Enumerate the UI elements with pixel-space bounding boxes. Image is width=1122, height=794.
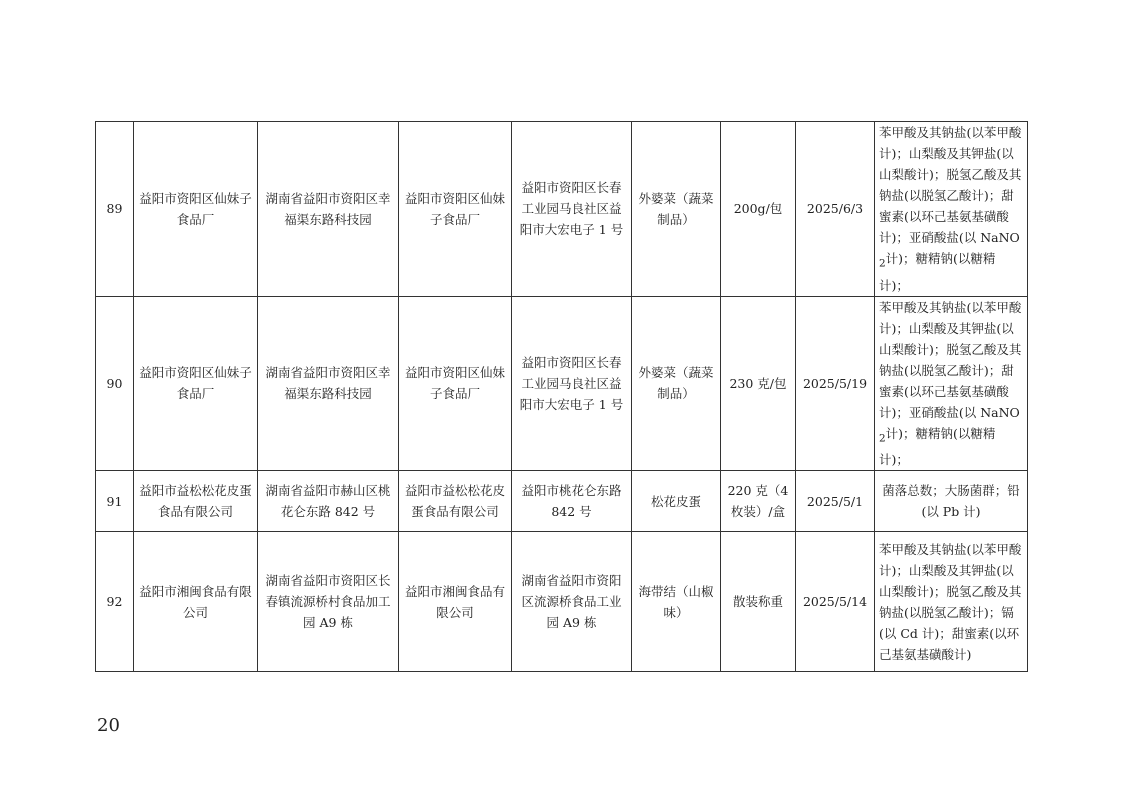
production-date: 2025/5/14: [796, 532, 875, 672]
items-text-tail: 计)；糖精钠(以糖精计)；: [879, 251, 996, 293]
producer-address: 湖南省益阳市资阳区长春镇流源桥村食品加工园 A9 栋: [258, 532, 399, 672]
seller-name: 益阳市益松松花皮蛋食品有限公司: [399, 471, 512, 532]
production-date: 2025/5/1: [796, 471, 875, 532]
product-spec: 220 克（4 枚装）/盒: [721, 471, 796, 532]
seller-address: 益阳市桃花仑东路 842 号: [512, 471, 632, 532]
items-text: 苯甲酸及其钠盐(以苯甲酸计)；山梨酸及其钾盐(以山梨酸计)；脱氢乙酸及其钠盐(以脱氢乙酸计)；甜蜜素(以环己基氨基磺酸计)；亚硝酸盐(以 NaNO: [879, 125, 1022, 245]
inspection-items: [875, 296, 1028, 471]
row-number: 91: [96, 471, 134, 532]
product-name: 松花皮蛋: [632, 471, 721, 532]
items-text: 苯甲酸及其钠盐(以苯甲酸计)；山梨酸及其钾盐(以山梨酸计)；脱氢乙酸及其钠盐(以脱氢乙酸计)；镉(以 Cd 计)；甜蜜素(以环己基氨基磺酸计): [879, 541, 1022, 662]
items-text-tail: 计)；糖精钠(以糖精计)；: [879, 425, 996, 467]
production-date: 2025/5/19: [796, 296, 875, 471]
product-name: 外婆菜（蔬菜制品）: [632, 122, 721, 297]
seller-name: 益阳市湘闽食品有限公司: [399, 532, 512, 672]
producer-name: 益阳市湘闽食品有限公司: [134, 532, 258, 672]
producer-address: 湖南省益阳市资阳区幸福渠东路科技园: [258, 296, 399, 471]
producer-name: 益阳市益松松花皮蛋食品有限公司: [134, 471, 258, 532]
table-row: [96, 296, 1028, 471]
table-row: [96, 122, 1028, 297]
seller-name: 益阳市资阳区仙妹子食品厂: [399, 296, 512, 471]
inspection-items: [875, 532, 1028, 672]
row-number: 90: [96, 296, 134, 471]
seller-name: 益阳市资阳区仙妹子食品厂: [399, 122, 512, 297]
items-text: 菌落总数；大肠菌群；铅(以 Pb 计): [882, 483, 1020, 519]
row-number: 92: [96, 532, 134, 672]
seller-address: 益阳市资阳区长春工业园马良社区益阳市大宏电子 1 号: [512, 122, 632, 297]
seller-address: 湖南省益阳市资阳区流源桥食品工业园 A9 栋: [512, 532, 632, 672]
items-text: 苯甲酸及其钠盐(以苯甲酸计)；山梨酸及其钾盐(以山梨酸计)；脱氢乙酸及其钠盐(以脱氢乙酸计)；甜蜜素(以环己基氨基磺酸计)；亚硝酸盐(以 NaNO: [879, 299, 1022, 420]
product-name: 海带结（山椒味）: [632, 532, 721, 672]
items-subscript: 2: [879, 432, 886, 444]
seller-address: 益阳市资阳区长春工业园马良社区益阳市大宏电子 1 号: [512, 296, 632, 471]
product-name: 外婆菜（蔬菜制品）: [632, 296, 721, 471]
inspection-items: [875, 122, 1028, 297]
producer-name: 益阳市资阳区仙妹子食品厂: [134, 296, 258, 471]
product-spec: 散装称重: [721, 532, 796, 672]
product-spec: 230 克/包: [721, 296, 796, 471]
producer-name: 益阳市资阳区仙妹子食品厂: [134, 122, 258, 297]
results-table: [95, 121, 1028, 672]
page-number: 20: [97, 715, 120, 736]
product-spec: 200g/包: [721, 122, 796, 297]
inspection-items: [875, 471, 1028, 532]
producer-address: 湖南省益阳市资阳区幸福渠东路科技园: [258, 122, 399, 297]
items-subscript: 2: [879, 257, 886, 270]
row-number: 89: [96, 122, 134, 297]
table-row: [96, 532, 1028, 672]
producer-address: 湖南省益阳市赫山区桃花仑东路 842 号: [258, 471, 399, 532]
table-row: [96, 471, 1028, 532]
production-date: 2025/6/3: [796, 122, 875, 297]
